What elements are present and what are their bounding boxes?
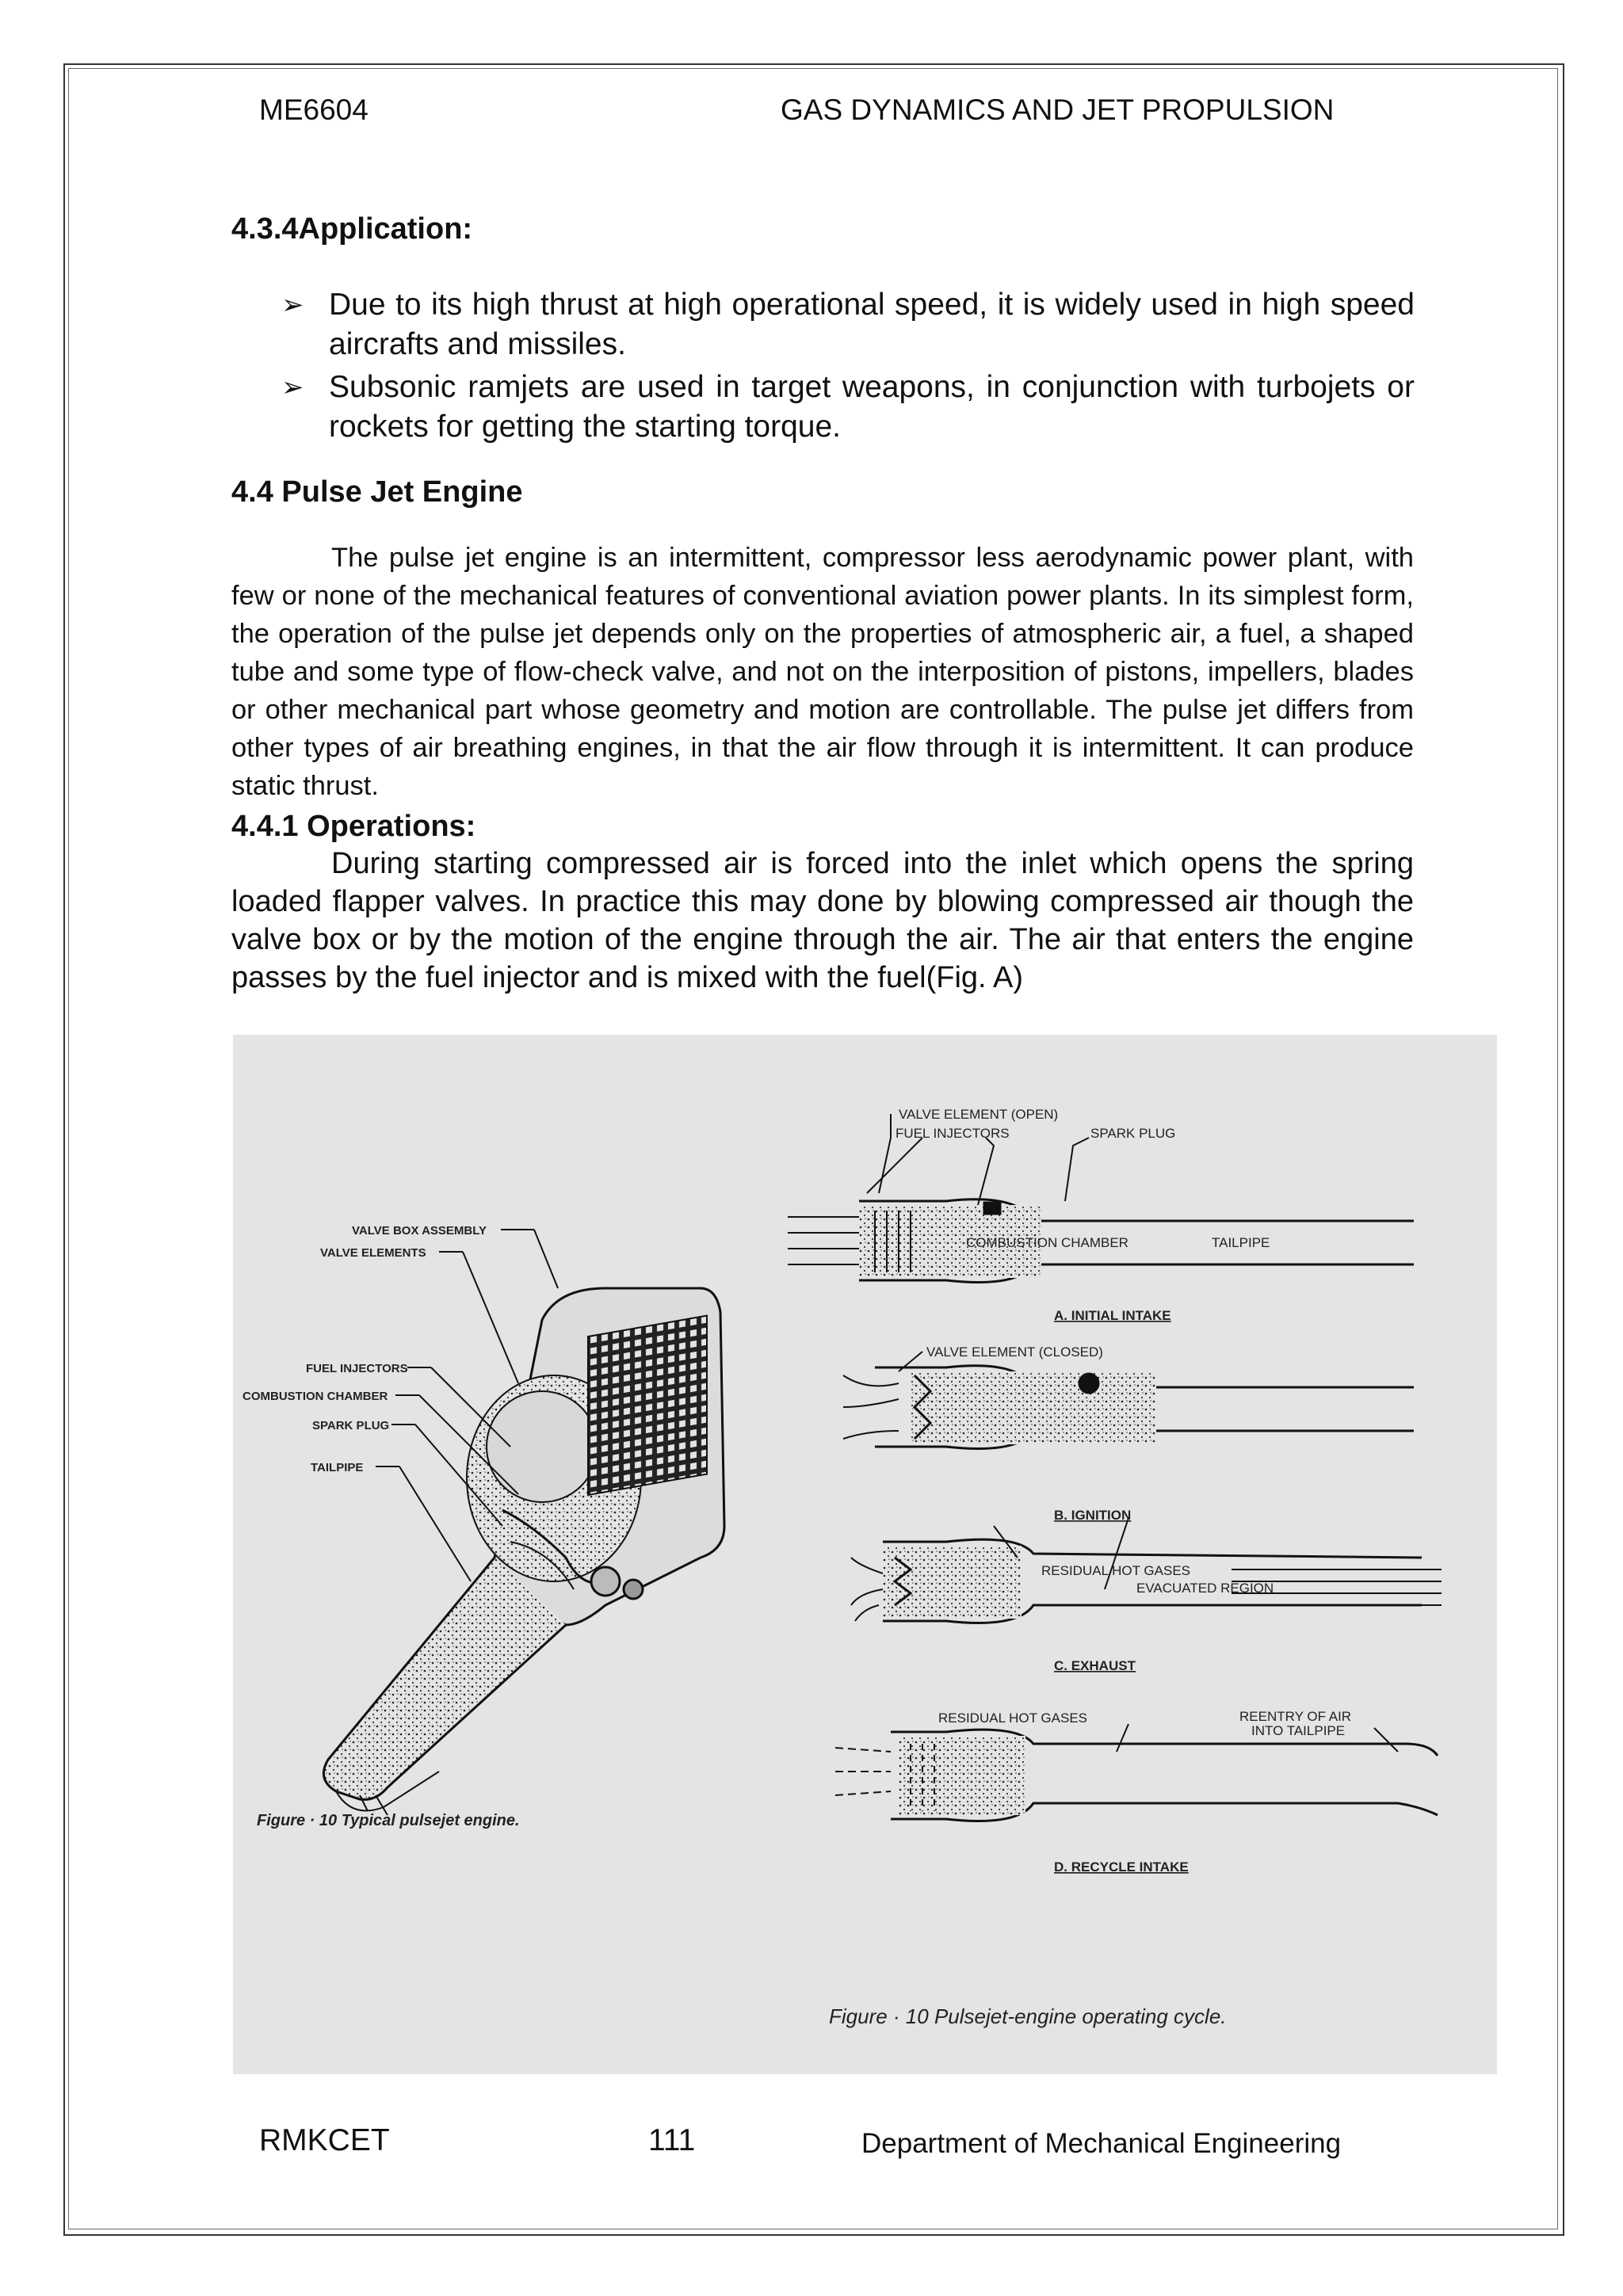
list-item — [281, 285, 1415, 364]
operations-paragraph: During starting compressed air is forced into the inlet which opens the spring loaded flapper valves. In practice this may done by blowing compressed air though the valve box or by the motion of the engine through the air. The air that enters the engine passes by the fuel injector and is mixed with the fuel(Fig. A) — [231, 847, 1414, 994]
stage-a-title: A. INITIAL INTAKE — [1054, 1308, 1171, 1323]
label-stage-a-combustion-chamber: COMBUSTION CHAMBER — [966, 1235, 1128, 1250]
stage-c-title: C. EXHAUST — [1054, 1658, 1136, 1673]
label-valve-elements: VALVE ELEMENTS — [320, 1246, 426, 1260]
label-evacuated-region: EVACUATED REGION — [1136, 1581, 1274, 1596]
label-valve-box-assembly: VALVE BOX ASSEMBLY — [352, 1224, 487, 1238]
header-course-title: GAS DYNAMICS AND JET PROPULSION — [781, 93, 1335, 126]
footer-page-number: 111 — [648, 2123, 696, 2157]
label-combustion-chamber: COMBUSTION CHAMBER — [242, 1390, 388, 1403]
left-figure-caption: Figure · 10 Typical pulsejet engine. — [257, 1812, 520, 1829]
label-valve-element-open: VALVE ELEMENT (OPEN) — [899, 1107, 1059, 1122]
label-valve-element-closed: VALVE ELEMENT (CLOSED) — [926, 1344, 1103, 1360]
arrow-bullet-icon: ➢ — [281, 290, 304, 320]
label-stage-d-residual-hot-gases: RESIDUAL HOT GASES — [938, 1711, 1087, 1726]
application-list — [281, 285, 1415, 450]
list-item — [281, 368, 1415, 447]
pulsejet-figure — [233, 1035, 1497, 2074]
stage-b-title: B. IGNITION — [1054, 1508, 1132, 1523]
label-stage-a-spark-plug: SPARK PLUG — [1090, 1126, 1176, 1141]
stage-b-engine — [843, 1352, 1414, 1449]
label-stage-c-residual-hot-gases: RESIDUAL HOT GASES — [1041, 1563, 1190, 1578]
left-labels — [242, 1224, 487, 1474]
right-figure-caption: Figure · 10 Pulsejet-engine operating cycle. — [829, 2004, 1227, 2028]
heading-pulse-jet: 4.4 Pulse Jet Engine — [231, 475, 523, 509]
arrow-bullet-icon: ➢ — [281, 372, 304, 402]
footer-institution: RMKCET — [259, 2123, 390, 2157]
heading-operations: 4.4.1 Operations: — [231, 810, 476, 843]
footer-department: Department of Mechanical Engineering — [861, 2128, 1342, 2159]
header-course-code: ME6604 — [259, 93, 369, 126]
label-stage-a-fuel-injectors: FUEL INJECTORS — [896, 1126, 1010, 1141]
heading-application: 4.3.4Application: — [231, 212, 473, 246]
label-into-tailpipe: INTO TAILPIPE — [1251, 1723, 1346, 1738]
bullet-text: Due to its high thrust at high operational speed, it is widely used in high speed aircrafts and missiles. — [329, 288, 1415, 361]
pulse-jet-paragraph: The pulse jet engine is an intermittent, compressor less aerodynamic power plant, with few or none of the mechanical features of conventional aviation power plants. In its simplest form, the operation of the pulse jet depends only on the properties of atmospheric air, a fuel, a shaped tube and some type of flow-check valve, and not on the interposition of pistons, impellers, blades or other mechanical part whose geometry and motion are controllable. The pulse jet differs from other types of air breathing engines, in that the air flow through it is intermittent. It can produce static thrust. — [231, 543, 1414, 801]
pulsejet-diagram — [233, 1035, 1497, 2074]
stage-d-title: D. RECYCLE INTAKE — [1054, 1859, 1189, 1875]
typical-pulsejet-drawing — [323, 1230, 724, 1815]
bullet-text: Subsonic ramjets are used in target weapons, in conjunction with turbojets or rockets for getting the starting torque. — [329, 370, 1415, 444]
label-fuel-injectors: FUEL INJECTORS — [306, 1362, 408, 1375]
label-tailpipe: TAILPIPE — [311, 1461, 364, 1474]
label-spark-plug: SPARK PLUG — [312, 1419, 390, 1432]
stage-d-engine — [835, 1724, 1438, 1821]
label-stage-a-tailpipe: TAILPIPE — [1212, 1235, 1270, 1250]
label-reentry-of-air: REENTRY OF AIR — [1239, 1709, 1352, 1724]
